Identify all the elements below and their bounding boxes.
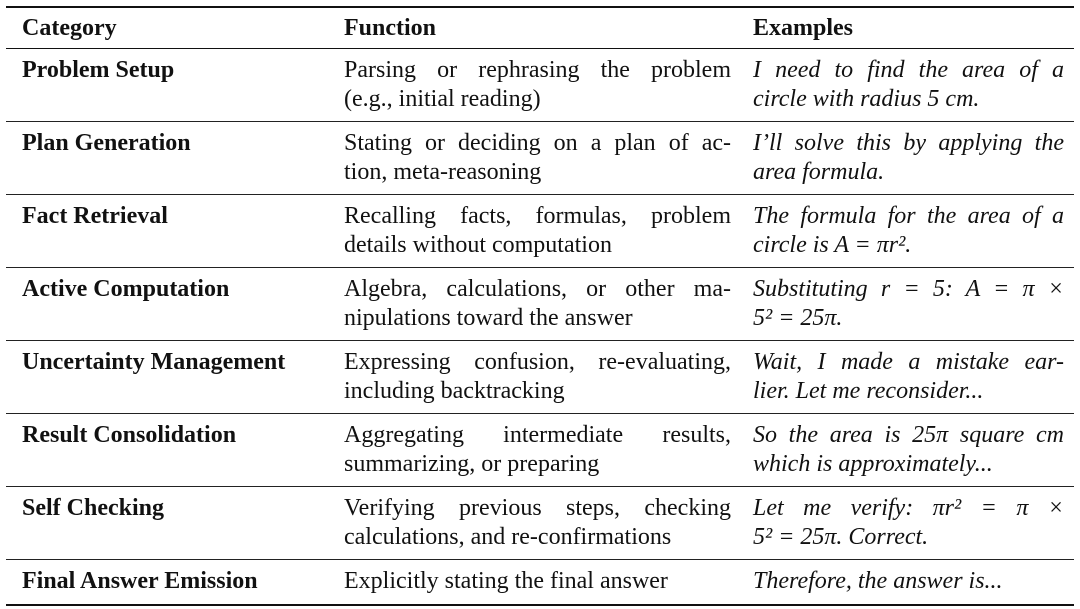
reasoning-categories-table [6, 6, 1074, 606]
table-row [6, 122, 1074, 195]
category-cell: Final Answer Emission [22, 568, 258, 594]
example-text-line: circle with radius 5 cm. [753, 85, 980, 112]
category-cell: Self Checking [22, 495, 165, 521]
example-text-line: Substituting r = 5: A = π × [753, 276, 1064, 302]
category-cell: Fact Retrieval [22, 203, 168, 229]
example-text-line: 5² = 25π. [753, 304, 843, 331]
example-text-line: circle is A = πr². [753, 231, 912, 258]
function-text-line: Recalling facts, formulas, problem [344, 203, 731, 229]
function-cell [328, 122, 737, 195]
example-cell [737, 268, 1074, 341]
function-cell [328, 195, 737, 268]
example-cell [737, 195, 1074, 268]
example-cell [737, 122, 1074, 195]
example-text-line: Therefore, the answer is... [753, 568, 1003, 594]
function-text-line: (e.g., initial reading) [344, 85, 541, 112]
table-row [6, 49, 1074, 122]
example-text-line: The formula for the area of a [753, 203, 1064, 229]
category-cell: Uncertainty Management [22, 349, 286, 375]
function-cell [328, 49, 737, 122]
example-text-line: I need to find the area of a [753, 57, 1064, 83]
table-row [6, 487, 1074, 560]
example-text-line: area formula. [753, 158, 885, 185]
function-text-line: Aggregating intermediate results, [344, 422, 731, 448]
table-row [6, 414, 1074, 487]
example-text-line: So the area is 25π square cm [753, 422, 1064, 448]
function-text-line: Expressing confusion, re-evaluating, [344, 349, 731, 375]
example-text-line: Wait, I made a mistake ear- [753, 349, 1064, 375]
header-category: Category [22, 14, 117, 41]
function-text-line: Algebra, calculations, or other ma- [344, 276, 731, 302]
table-body [6, 49, 1074, 606]
category-cell: Plan Generation [22, 130, 191, 156]
table-row [6, 195, 1074, 268]
function-text-line: tion, meta-reasoning [344, 158, 542, 185]
table-row [6, 341, 1074, 414]
category-cell: Active Computation [22, 276, 230, 302]
example-cell [737, 560, 1074, 606]
reasoning-categories-table-container [6, 6, 1074, 606]
example-cell [737, 49, 1074, 122]
function-text-line: including backtracking [344, 377, 565, 404]
example-text-line: Let me verify: πr² = π × [753, 495, 1064, 521]
function-text-line: summarizing, or preparing [344, 450, 600, 477]
function-text-line: nipulations toward the answer [344, 304, 633, 331]
example-text-line: 5² = 25π. Correct. [753, 523, 929, 550]
function-text-line: Parsing or rephrasing the problem [344, 57, 731, 83]
example-cell [737, 414, 1074, 487]
function-cell [328, 487, 737, 560]
function-cell [328, 268, 737, 341]
header-row [6, 7, 1074, 49]
function-text-line: Verifying previous steps, checking [344, 495, 731, 521]
function-text-line: details without computation [344, 231, 612, 258]
header-function: Function [344, 14, 437, 41]
example-text-line: lier. Let me reconsider... [753, 377, 984, 404]
function-cell [328, 414, 737, 487]
function-text-line: calculations, and re-confirmations [344, 523, 672, 550]
table-row [6, 268, 1074, 341]
category-cell: Result Consolidation [22, 422, 237, 448]
example-text-line: which is approximately... [753, 450, 993, 477]
function-cell [328, 341, 737, 414]
example-cell [737, 487, 1074, 560]
function-text-line: Explicitly stating the final answer [344, 568, 668, 594]
table-row [6, 560, 1074, 606]
example-text-line: I’ll solve this by applying the [753, 130, 1064, 156]
function-text-line: Stating or deciding on a plan of ac- [344, 130, 731, 156]
category-cell: Problem Setup [22, 57, 175, 83]
example-cell [737, 341, 1074, 414]
table-header [6, 7, 1074, 49]
header-examples: Examples [753, 14, 854, 41]
function-cell [328, 560, 737, 606]
